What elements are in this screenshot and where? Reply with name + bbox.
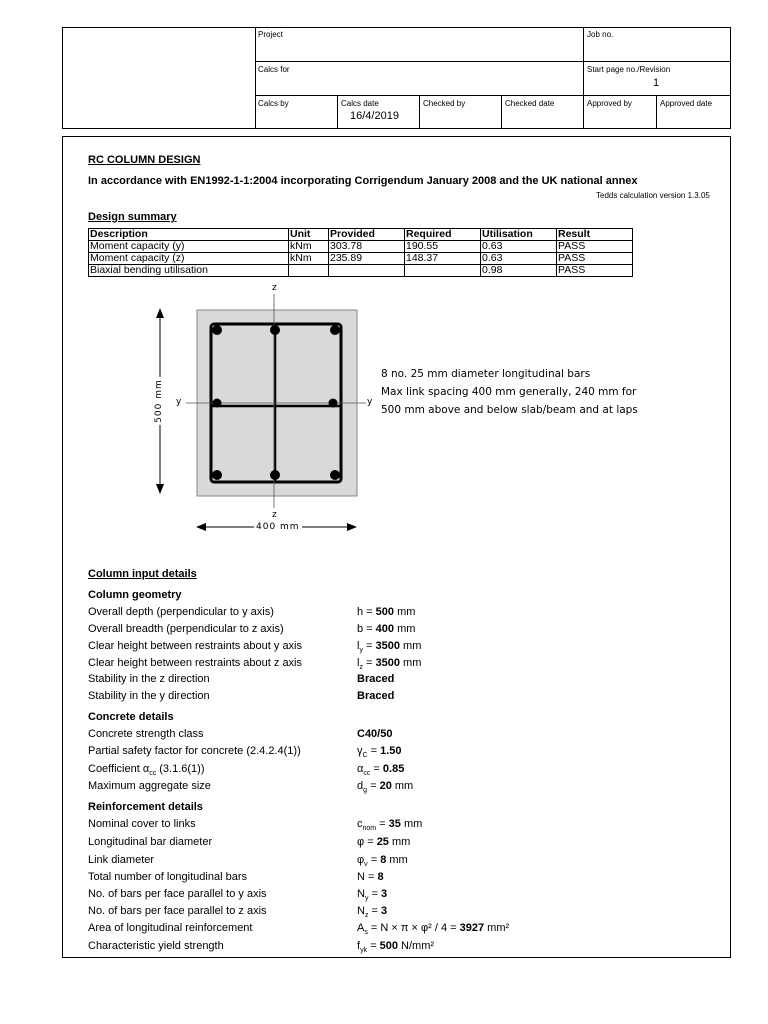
design-summary-table (88, 228, 633, 277)
table-cell: 235.89 (329, 253, 405, 265)
rebar-dot (213, 399, 222, 408)
approved-by-label: Approved by (587, 99, 632, 108)
coefficient-label: Coefficient $\alpha_{cc}$ (3.1.6(1)) (88, 763, 205, 778)
table-cell: 0.63 (481, 241, 557, 253)
axis-y-right-label: y (367, 397, 373, 407)
height-z-label: Clear height between restraints about z axis (88, 657, 303, 669)
table-cell: PASS (557, 253, 633, 265)
calcs-date-value: 16/4/2019 (350, 110, 399, 122)
table-cell: kNm (289, 241, 329, 253)
divider (501, 95, 502, 129)
arrow-left-icon (196, 523, 206, 531)
axis-z-bottom-label: z (272, 510, 277, 520)
divider (255, 27, 256, 129)
divider (337, 95, 338, 129)
divider (255, 61, 731, 62)
links-note-2: 500 mm above and below slab/beam and at laps (381, 404, 638, 416)
divider (255, 95, 731, 96)
arrow-down-icon (156, 484, 164, 494)
depth-label: Overall depth (perpendicular to y axis) (88, 606, 274, 618)
calcs-for-label: Calcs for (258, 65, 290, 74)
safety-factor-value: $\gamma_C = 1.50$ (357, 745, 402, 760)
doc-title: RC COLUMN DESIGN (88, 154, 201, 166)
table-cell: 148.37 (405, 253, 481, 265)
divider (419, 95, 420, 129)
bars-note: 8 no. 25 mm diameter longitudinal bars (381, 368, 591, 380)
rebar-dot (330, 325, 340, 335)
start-page-label: Start page no./Revision (587, 65, 671, 74)
col-description: Description (89, 229, 289, 241)
stability-y-label: Stability in the y direction (88, 690, 210, 702)
summary-heading: Design summary (88, 211, 177, 223)
doc-subtitle: In accordance with EN1992-1-1:2004 incorporating Corrigendum January 2008 and the UK national annex (88, 175, 638, 187)
rebar-dot (329, 399, 338, 408)
breadth-label: Overall breadth (perpendicular to z axis) (88, 623, 284, 635)
table-cell (405, 265, 481, 277)
table-row (89, 241, 633, 253)
table-cell: 303.78 (329, 241, 405, 253)
link-diameter-value: $\varphi_v = 8$ mm (357, 854, 408, 869)
table-cell (329, 265, 405, 277)
geometry-heading: Column geometry (88, 589, 182, 601)
table-cell: PASS (557, 241, 633, 253)
checked-date-label: Checked date (505, 99, 555, 108)
calcs-date-label: Calcs date (341, 99, 379, 108)
height-z-value: $l_z = 3500$ mm (357, 657, 422, 672)
input-details-heading: Column input details (88, 568, 197, 580)
col-utilisation: Utilisation (481, 229, 557, 241)
axis-z-top-label: z (272, 283, 277, 293)
total-bars-value: N = 8 (357, 871, 384, 883)
cover-value: $c_{nom} = 35$ mm (357, 818, 423, 833)
rebar-dot (330, 470, 340, 480)
col-provided: Provided (329, 229, 405, 241)
bar-diameter-label: Longitudinal bar diameter (88, 836, 213, 848)
breadth-dimension-label: 400 mm (256, 522, 300, 532)
calcs-by-label: Calcs by (258, 99, 289, 108)
checked-by-label: Checked by (423, 99, 466, 108)
stability-y-value: Braced (357, 690, 395, 702)
job-no-label: Job no. (587, 30, 614, 39)
concrete-heading: Concrete details (88, 711, 174, 723)
table-cell: 0.98 (481, 265, 557, 277)
arrow-up-icon (156, 308, 164, 318)
column-section-diagram (150, 280, 380, 540)
col-unit: Unit (289, 229, 329, 241)
depth-value: h = 500 mm (357, 606, 416, 618)
divider (583, 27, 584, 129)
aggregate-label: Maximum aggregate size (88, 780, 211, 792)
link-diameter-label: Link diameter (88, 854, 155, 866)
aggregate-value: $d_g = 20$ mm (357, 780, 414, 795)
start-page-value: 1 (653, 77, 660, 89)
coefficient-value: $\alpha_{cc} = 0.85$ (357, 763, 405, 778)
table-cell: 190.55 (405, 241, 481, 253)
height-y-label: Clear height between restraints about y axis (88, 640, 303, 652)
yield-strength-label: Characteristic yield strength (88, 940, 224, 952)
divider (656, 95, 657, 129)
area-label: Area of longitudinal reinforcement (88, 922, 253, 934)
area-value: $A_s = N \times \pi \times \varphi^2 / 4 = 3927$ mm² (357, 922, 510, 937)
col-required: Required (405, 229, 481, 241)
depth-dimension-label: 500 mm (153, 379, 164, 423)
safety-factor-label: Partial safety factor for concrete (2.4.2.4(1)) (88, 745, 301, 757)
col-result: Result (557, 229, 633, 241)
total-bars-label: Total number of longitudinal bars (88, 871, 247, 883)
bar-diameter-value: φ = 25 mm (357, 836, 411, 848)
rebar-dot (212, 325, 222, 335)
approved-date-label: Approved date (660, 99, 713, 108)
strength-class-value: C40/50 (357, 728, 393, 740)
stability-z-value: Braced (357, 673, 395, 685)
bars-z-value: $N_z = 3$ (357, 905, 388, 920)
strength-class-label: Concrete strength class (88, 728, 204, 740)
bars-y-label: No. of bars per face parallel to y axis (88, 888, 267, 900)
table-row (89, 265, 633, 277)
yield-strength-value: $f_{yk} = 500$ N/mm² (357, 940, 435, 955)
project-label: Project (258, 30, 283, 39)
rebar-dot (212, 470, 222, 480)
stability-z-label: Stability in the z direction (88, 673, 210, 685)
rebar-dot (270, 325, 280, 335)
table-cell: Moment capacity (z) (89, 253, 289, 265)
table-cell (289, 265, 329, 277)
version-note: Tedds calculation version 1.3.05 (596, 191, 710, 200)
reinforcement-heading: Reinforcement details (88, 801, 203, 813)
table-cell: Moment capacity (y) (89, 241, 289, 253)
table-cell: 0.63 (481, 253, 557, 265)
links-note-1: Max link spacing 400 mm generally, 240 mm for (381, 386, 637, 398)
cover-label: Nominal cover to links (88, 818, 196, 830)
table-cell: Biaxial bending utilisation (89, 265, 289, 277)
arrow-right-icon (347, 523, 357, 531)
breadth-value: b = 400 mm (357, 623, 416, 635)
table-cell: PASS (557, 265, 633, 277)
table-cell: kNm (289, 253, 329, 265)
rebar-dot (270, 470, 280, 480)
bars-y-value: $N_y = 3$ (357, 888, 388, 903)
axis-y-left-label: y (176, 397, 182, 407)
bars-z-label: No. of bars per face parallel to z axis (88, 905, 267, 917)
height-y-value: $l_y = 3500$ mm (357, 640, 422, 655)
table-row (89, 253, 633, 265)
